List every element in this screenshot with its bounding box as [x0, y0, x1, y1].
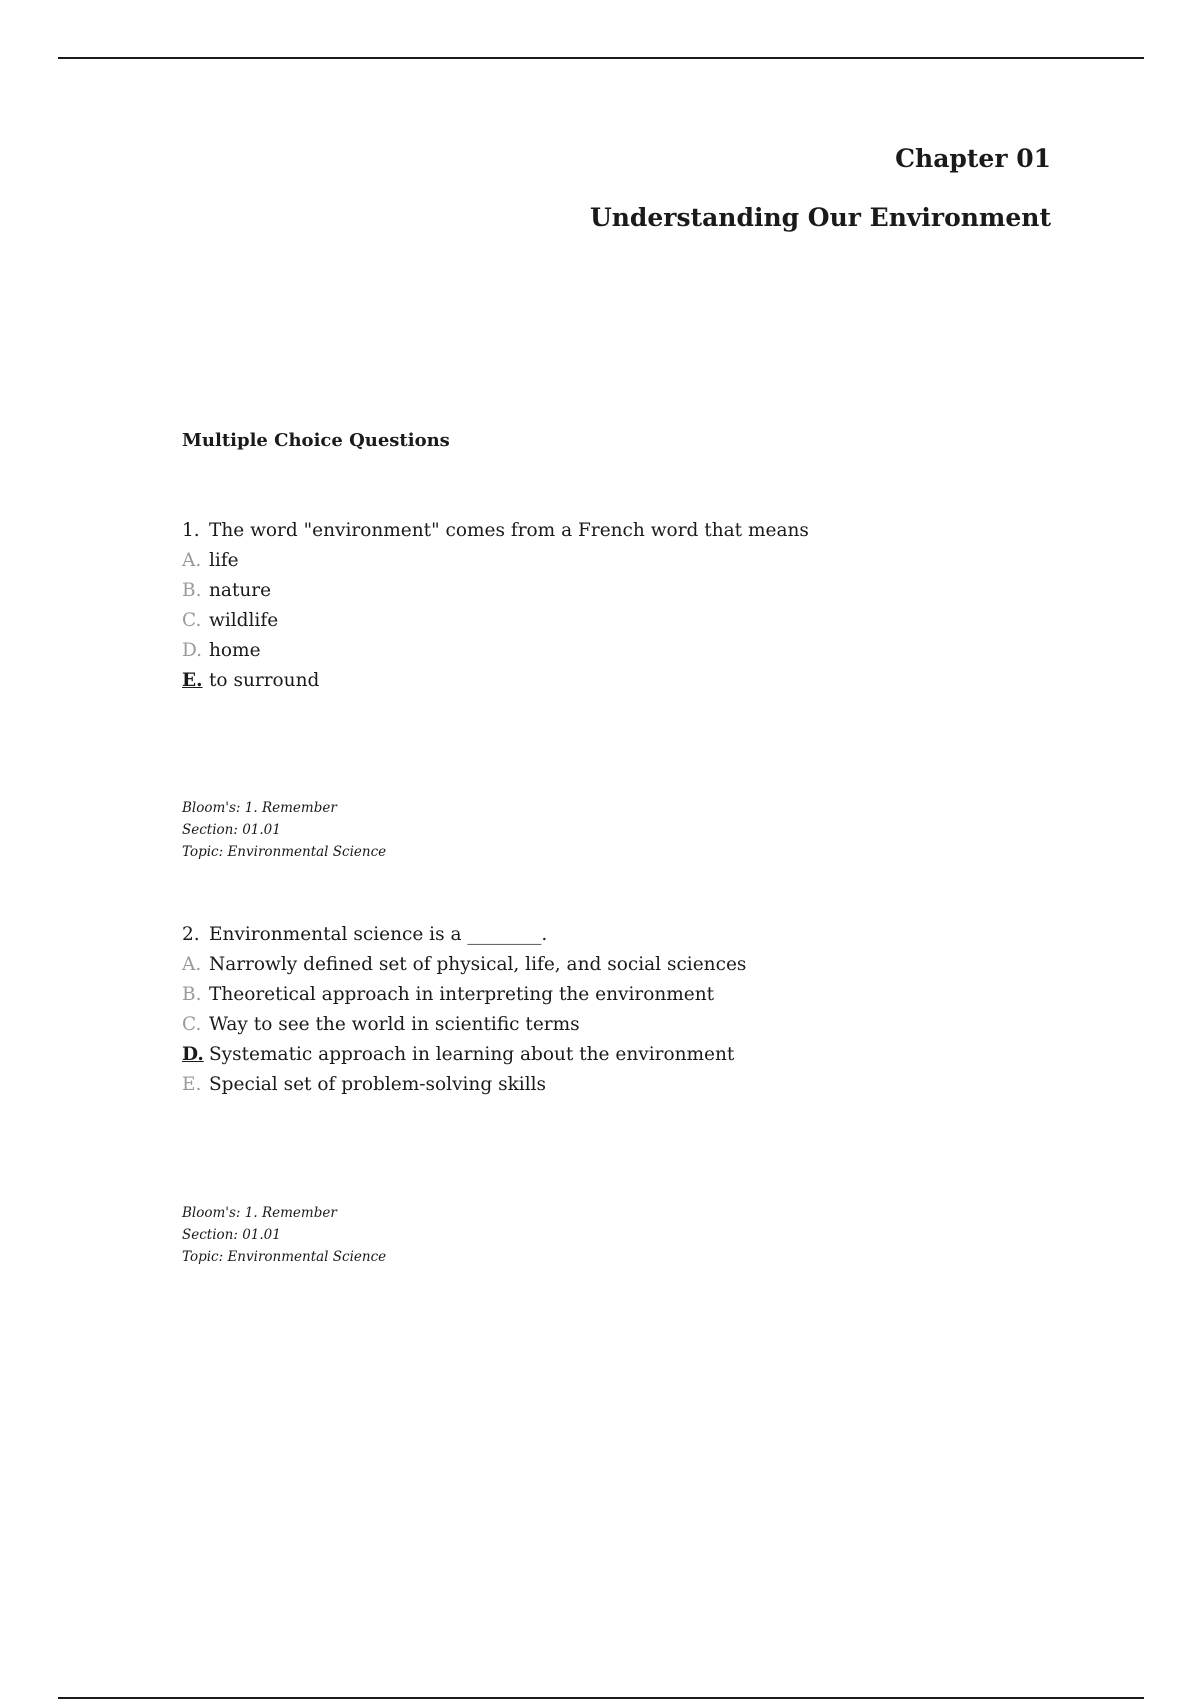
chapter-title: Understanding Our Environment [589, 203, 1051, 232]
chapter-number: Chapter 01 [895, 144, 1051, 173]
option-text: nature [209, 580, 272, 601]
option-letter: C. [182, 610, 202, 631]
question-text: The word "environment" comes from a French word that means [209, 520, 809, 541]
question-2 [182, 920, 746, 1100]
correct-answer-letter: D. [182, 1044, 204, 1065]
option-text: Narrowly defined set of physical, life, and social sciences [209, 954, 747, 975]
option-letter: D. [182, 640, 203, 661]
question-text: Environmental science is a ________. [209, 924, 548, 945]
option-b [182, 576, 809, 606]
option-a [182, 546, 809, 576]
option-text: life [209, 550, 239, 571]
blooms-level: Bloom's: 1. Remember [182, 800, 337, 816]
option-b [182, 980, 746, 1010]
question-number: 2. [182, 924, 200, 945]
option-d [182, 636, 809, 666]
blooms-level: Bloom's: 1. Remember [182, 1205, 337, 1221]
option-text: Way to see the world in scientific terms [209, 1014, 580, 1035]
option-letter: A. [182, 954, 202, 975]
question-stem [182, 920, 746, 950]
option-text: Systematic approach in learning about the environment [209, 1044, 735, 1065]
option-letter: B. [182, 984, 202, 1005]
section-ref: Section: 01.01 [182, 822, 281, 838]
top-rule [58, 57, 1144, 59]
option-text: Special set of problem-solving skills [209, 1074, 547, 1095]
question-1-metadata [182, 797, 386, 863]
section-heading: Multiple Choice Questions [182, 430, 450, 451]
option-e [182, 1070, 746, 1100]
option-text: wildlife [209, 610, 279, 631]
topic-ref: Topic: Environmental Science [182, 1249, 387, 1265]
option-d-correct [182, 1040, 746, 1070]
option-e-correct [182, 666, 809, 696]
topic-ref: Topic: Environmental Science [182, 844, 387, 860]
question-stem [182, 516, 809, 546]
option-text: to surround [209, 670, 320, 691]
option-c [182, 1010, 746, 1040]
question-number: 1. [182, 520, 200, 541]
section-ref: Section: 01.01 [182, 1227, 281, 1243]
option-letter: A. [182, 550, 202, 571]
option-a [182, 950, 746, 980]
option-letter: B. [182, 580, 202, 601]
option-text: Theoretical approach in interpreting the environment [209, 984, 715, 1005]
question-1 [182, 516, 809, 696]
option-letter: C. [182, 1014, 202, 1035]
question-2-metadata [182, 1202, 386, 1268]
option-c [182, 606, 809, 636]
option-text: home [209, 640, 261, 661]
option-letter: E. [182, 1074, 202, 1095]
correct-answer-letter: E. [182, 670, 203, 691]
bottom-rule [58, 1697, 1144, 1699]
